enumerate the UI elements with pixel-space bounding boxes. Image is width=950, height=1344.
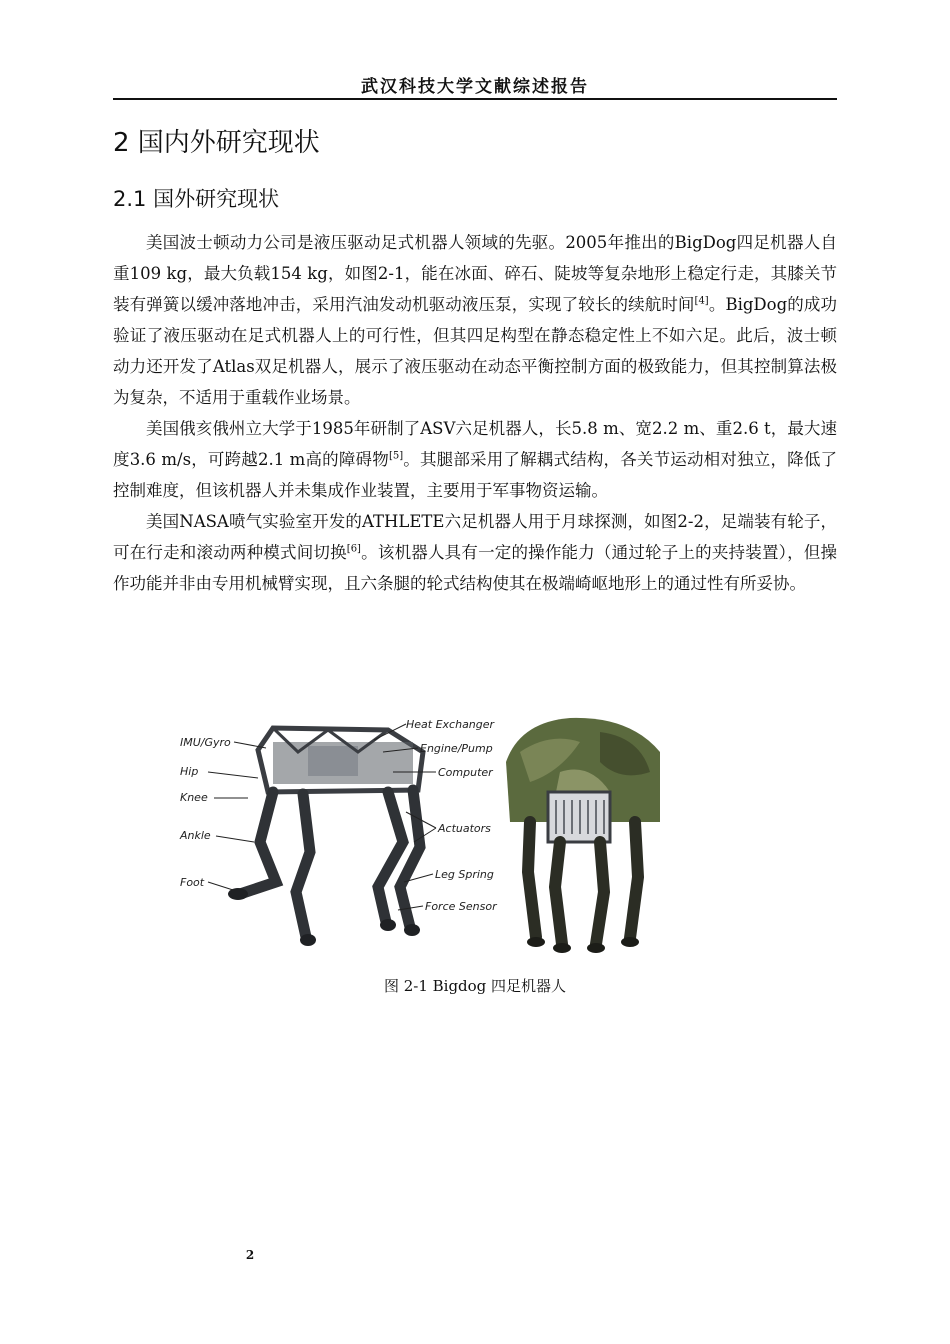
label-actuators: Actuators — [438, 822, 491, 835]
label-imu: IMU/Gyro — [180, 736, 231, 749]
header-rule — [113, 98, 837, 100]
label-computer: Computer — [438, 766, 493, 779]
label-heat-exchanger: Heat Exchanger — [406, 718, 495, 731]
citation: [6] — [346, 543, 361, 555]
figure-caption: 图 2-1 Bigdog 四足机器人 — [383, 977, 567, 995]
section-title: 2.1 国外研究现状 — [113, 187, 280, 211]
figure-bigdog — [178, 712, 664, 960]
paragraph-asv: 美国俄亥俄州立大学于1985年研制了ASV六足机器人，长5.8 m、宽2.2 m、重2.6 t，最大速度3.6 m/s，可跨越2.1 m高的障碍物[5]。其腿部采用了解耦式结构，各关节运动相对独立，降低了控制难度，但该机器人并未集成作业装置，主要用于军事物资运输。 — [113, 419, 838, 500]
citation: [4] — [694, 295, 709, 307]
bigdog-diagram — [178, 712, 498, 960]
bigdog-photo — [500, 712, 664, 960]
page-number: 2 — [245, 1248, 255, 1262]
body-text — [113, 227, 837, 599]
chapter-title: 2 国内外研究现状 — [113, 128, 320, 158]
label-hip: Hip — [180, 765, 199, 778]
label-knee: Knee — [180, 791, 208, 804]
label-foot: Foot — [180, 876, 205, 889]
paragraph-athlete: 美国NASA喷气实验室开发的ATHLETE六足机器人用于月球探测，如图2-2，足端装有轮子，可在行走和滚动两种模式间切换[6]。该机器人具有一定的操作能力（通过轮子上的夹持装置），但操作功能并非由专用机械臂实现，且六条腿的轮式结构使其在极端崎岖地形上的通过性有所妥协。 — [113, 512, 838, 593]
label-ankle: Ankle — [180, 829, 211, 842]
label-leg-spring: Leg Spring — [435, 868, 494, 881]
citation: [5] — [388, 450, 404, 462]
running-header: 武汉科技大学文献综述报告 — [361, 77, 589, 97]
paragraph-bigdog: 美国波士顿动力公司是液压驱动足式机器人领域的先驱。2005年推出的BigDog四足机器人自重109 kg，最大负载154 kg，如图2-1，能在冰面、碎石、陡坡等复杂地形上稳定行走，其膝关节装有弹簧以缓冲落地冲击，采用汽油发动机驱动液压泵，实现了较长的续航时间[4]。BigDog的成功验证了液压驱动在足式机器人上的可行性，但其四足构型在静态稳定性上不如六足。此后，波士顿动力还开发了Atlas双足机器人，展示了液压驱动在动态平衡控制方面的极致能力，但其控制算法极为复杂，不适用于重载作业场景。 — [113, 233, 837, 407]
label-force-sensor: Force Sensor — [425, 900, 497, 913]
label-engine-pump: Engine/Pump — [420, 742, 493, 755]
